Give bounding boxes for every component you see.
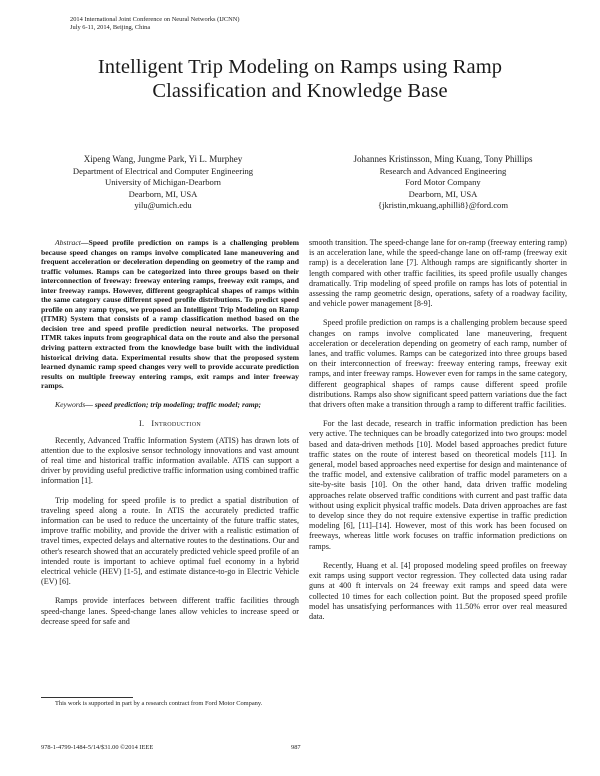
body-paragraph: Speed profile prediction on ramps is a challenging problem because speed changes on ramps involve complicated lane maneuvering, frequent acceleration or deceleration depending on geometry of each ramp, number of lanes, and traffic volumes. Ramps can be categorized into three groups based on their interconnection of freeway: freeway entering ramps, freeway exit ramps, and inter freeway ramps. However even for ramps in the same category, different geographical shapes of ramps cause different speed profile distributions. Ramps also show significant speed pattern variations due the fact that drivers often make a transition through a ramp to different traffic facilities. [309,318,567,410]
section-number: I. [139,419,145,429]
footnote: This work is supported in part by a research contract from Ford Motor Company. [55,700,263,707]
author-names: Johannes Kristinsson, Ming Kuang, Tony Phillips [353,154,533,164]
conference-header [70,16,239,32]
abstract-label: Abstract [55,238,81,247]
keywords [41,400,299,410]
body-paragraph: Ramps provide interfaces between different traffic facilities through speed-change lanes. Speed-change lanes allow vehicles to increase speed or decrease speed for safe and [41,596,299,626]
body-paragraph: Recently, Huang et al. [4] proposed modeling speed profiles on freeway exit ramps using support vector regression. They collected data using radar guns at 400 ft intervals on 24 freeway exit ramps and speed data were collected 10 times for each collection point. But the proposed speed profile model has unsatisfying performances with 11.50% error over real measured data. [309,560,567,621]
author-block-left [38,154,288,211]
author-university: University of Michigan-Dearborn [105,177,221,188]
footnote-divider [41,697,133,698]
author-department: Department of Electrical and Computer Engineering [72,166,254,177]
body-paragraph: Recently, Advanced Traffic Information System (ATIS) has drawn lots of attention due to the explosive sensor technology innovations and vast amount of real time and historical traffic information available. ATIS can support a driver by providing useful predictive traffic information using combined traffic information [1]. [41,435,299,486]
abstract [41,238,299,391]
paper-title [40,55,560,103]
author-city: Dearborn, MI, USA [128,188,198,199]
section-heading [41,419,299,429]
page-number: 987 [291,744,301,751]
author-organization: Ford Motor Company [405,177,481,188]
author-email[interactable]: {jkristin,mkuang,aphilli8}@ford.com [377,199,508,210]
title-line-1: Intelligent Trip Modeling on Ramps using Ramp [97,56,503,78]
body-paragraph: For the last decade, research in traffic information prediction has been very active. The techniques can be broadly categorized into two groups: model based and data-driven methods [10]. Model based approaches predict future traffic states on the route of interest based on theoretical models [11]. In general, model based approaches need expertise for design and maintenance of the traffic model, and extensive calibration of traffic model parameters on a site-by-site basis [10]. On the other hand, data driven traffic modeling approaches relate observed traffic conditions with current and past traffic data without using explicit physical traffic models. Data driven approaches are fast to develop since they do not require extensive expertise in traffic prediction modeling [6], [11]–[14]. However, most of this work has been focused on freeways, whereas little work focuses on traffic information predictions on ramps. [309,419,567,551]
body-paragraph: smooth transition. The speed-change lane for on-ramp (freeway entering ramp) is an acceleration lane, while the speed-change lane on off-ramp (freeway exit ramp) is a deceleration lane [7]. Although ramps are significantly shorter in length compared with other traffic facilities, its speed profile usually changes dramatically. Trip modeling of speed profile on ramps has lots of potential in assessing the ramp geometric design, operations, safety of a roadway facility, and vehicle power management [8-9]. [309,238,567,309]
title-line-2: Classification and Knowledge Base [152,80,448,102]
author-names: Xipeng Wang, Jungme Park, Yi L. Murphey [83,154,243,164]
body-paragraph: Trip modeling for speed profile is to predict a spatial distribution of traveling speed along a route. In ATIS the accurately predicted traffic information can be used to reduce the uncertainty of the future traffic states, improve traffic mobility, and provide the driver with a realistic estimation of travel times, expected delays and alternative routes to the destinations. Our and other's research showed that an accurately predicted vehicle speed profile of an intended route is important to achieve optimal fuel economy in a hybrid electrical vehicle (HEV) [1-5], and estimate distance-to-go in Electric Vehicle (EV) [6]. [41,495,299,587]
author-department: Research and Advanced Engineering [379,166,507,177]
keywords-label: Keywords [55,399,86,409]
author-block-right [318,154,568,211]
right-column [309,238,567,631]
author-city: Dearborn, MI, USA [408,188,478,199]
section-title: Introduction [151,419,201,429]
conference-date: July 6-11, 2014, Beijing, China [70,24,151,31]
left-column [41,238,299,636]
author-email[interactable]: yilu@umich.edu [134,199,192,210]
keywords-text: — speed prediction; trip modeling; traffic model; ramp; [85,399,262,409]
copyright-line: 978-1-4799-1484-5/14/$31.00 ©2014 IEEE [41,744,154,751]
abstract-text: —Speed profile prediction on ramps is a challenging problem because speed changes on ramps involve complicated lane maneuvering and frequent acceleration or deceleration depending on geometry of the ramp and traffic volumes. Ramps can be categorized into three groups based on their interconnection of freeway: freeway entering ramps, freeway exit ramps, and inter freeway ramps. However, different geographical shapes of ramps within the same category cause different speed profile distributions. To predict speed profile on any ramp types, we proposed an Intelligent Trip Modeling on Ramp (ITMR) System that consists of a ramp classification method based on the decision tree and speed profile prediction neural networks. The proposed ITMR takes inputs from geographical data on the route and also the personal driving pattern extracted from the knowledge base built with the individual historical driving data. Experimental results show that the proposed system learned dynamic ramp speed changes very well to provide accurate prediction results on multiple freeway entering ramps, exit ramps and inter freeway ramps. [41,238,299,391]
conference-name: 2014 International Joint Conference on Neural Networks (IJCNN) [70,16,240,23]
